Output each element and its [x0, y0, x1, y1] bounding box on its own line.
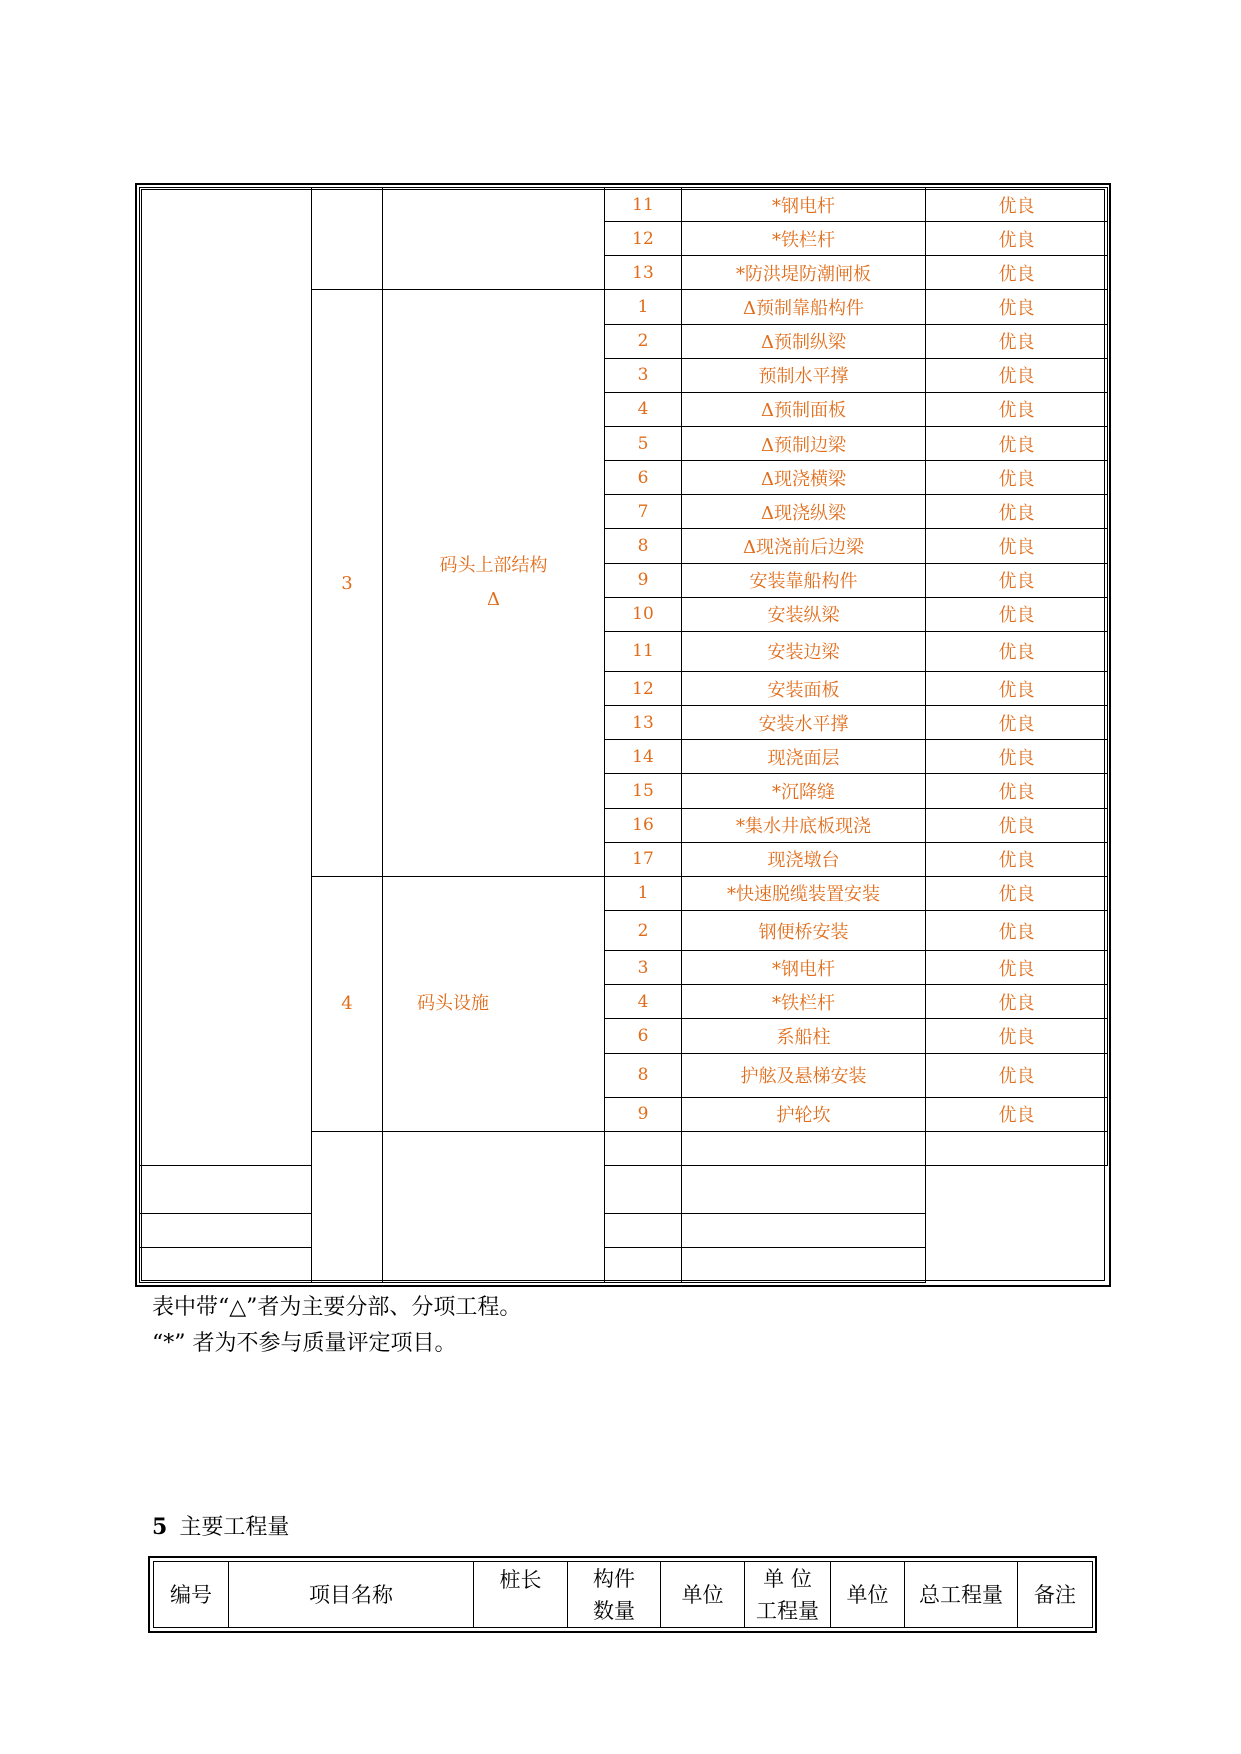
division-name-3 [383, 290, 605, 876]
item-grade: 优良 [926, 563, 1108, 597]
item-name: 护轮坎 [682, 1097, 926, 1131]
empty-cell [605, 1214, 682, 1248]
item-name: 现浇面层 [682, 740, 926, 774]
division-name-line: 码头上部结构 [439, 555, 548, 577]
header-id: 编号 [154, 1562, 229, 1628]
item-grade: 优良 [926, 188, 1108, 222]
item-name: 系船柱 [682, 1019, 926, 1053]
header-pile-length: 桩长 [474, 1562, 568, 1628]
empty-cell [682, 1214, 926, 1248]
item-number: 6 [605, 1019, 682, 1053]
item-name: *铁栏杆 [682, 985, 926, 1019]
item-name: *钢电杆 [682, 951, 926, 985]
empty-cell [682, 1131, 926, 1165]
item-grade: 优良 [926, 1053, 1108, 1097]
division-number-cell [312, 188, 383, 290]
empty-cell [926, 1131, 1108, 1165]
item-number: 13 [605, 256, 682, 290]
item-number: 2 [605, 324, 682, 358]
item-number: 10 [605, 597, 682, 631]
empty-cell [605, 1131, 682, 1165]
item-number: 11 [605, 188, 682, 222]
header-unit-2: 单位 [831, 1562, 905, 1628]
item-name: *铁栏杆 [682, 222, 926, 256]
division-number-4: 4 [312, 876, 383, 1131]
item-number: 12 [605, 222, 682, 256]
item-name: 安装水平撑 [682, 706, 926, 740]
header-line: 工程量 [756, 1598, 819, 1623]
division-name-4: 码头设施 [383, 876, 605, 1131]
division-name-cell [383, 188, 605, 290]
item-number: 15 [605, 774, 682, 808]
empty-row [140, 1248, 1108, 1283]
item-number: 1 [605, 876, 682, 910]
item-grade: 优良 [926, 631, 1108, 671]
empty-row [140, 1214, 1108, 1248]
item-name: 安装边梁 [682, 631, 926, 671]
item-number: 5 [605, 426, 682, 460]
item-grade: 优良 [926, 706, 1108, 740]
item-grade: 优良 [926, 597, 1108, 631]
item-number: 1 [605, 290, 682, 324]
item-grade: 优良 [926, 529, 1108, 563]
item-name: 安装纵梁 [682, 597, 926, 631]
item-name: Δ现浇前后边梁 [682, 529, 926, 563]
item-grade: 优良 [926, 951, 1108, 985]
note-excluded-items: “*” 者为不参与质量评定项目。 [152, 1331, 457, 1356]
empty-division-name [383, 1131, 605, 1282]
item-grade: 优良 [926, 1019, 1108, 1053]
empty-cell [140, 1166, 312, 1214]
item-number: 14 [605, 740, 682, 774]
item-grade: 优良 [926, 426, 1108, 460]
item-grade: 优良 [926, 495, 1108, 529]
item-grade: 优良 [926, 842, 1108, 876]
header-unit: 单位 [661, 1562, 745, 1628]
item-name: *快速脱缆装置安装 [682, 876, 926, 910]
header-unit-quantity [745, 1562, 831, 1628]
item-name: 安装面板 [682, 672, 926, 706]
empty-cell [140, 1248, 312, 1283]
section-title: 主要工程量 [179, 1515, 290, 1540]
item-name: *集水井底板现浇 [682, 808, 926, 842]
item-number: 6 [605, 461, 682, 495]
item-grade: 优良 [926, 876, 1108, 910]
quantity-table [153, 1561, 1093, 1628]
item-number: 4 [605, 392, 682, 426]
item-grade: 优良 [926, 1097, 1108, 1131]
item-number: 9 [605, 563, 682, 597]
item-number: 12 [605, 672, 682, 706]
item-name: 钢便桥安装 [682, 910, 926, 950]
header-item-name: 项目名称 [229, 1562, 474, 1628]
item-grade: 优良 [926, 461, 1108, 495]
item-grade: 优良 [926, 808, 1108, 842]
header-line: 单 位 [763, 1566, 812, 1591]
quality-evaluation-table [139, 187, 1108, 1283]
item-grade: 优良 [926, 774, 1108, 808]
item-name: 预制水平撑 [682, 358, 926, 392]
empty-cell [605, 1166, 682, 1214]
item-grade: 优良 [926, 740, 1108, 774]
unit-project-cell [140, 188, 312, 1166]
header-component-count [568, 1562, 661, 1628]
quantity-table-header [154, 1562, 1093, 1628]
item-number: 8 [605, 529, 682, 563]
item-grade: 优良 [926, 985, 1108, 1019]
division-number-3: 3 [312, 290, 383, 876]
item-name: Δ预制靠船构件 [682, 290, 926, 324]
item-name: Δ预制边梁 [682, 426, 926, 460]
empty-cell [682, 1166, 926, 1214]
item-number: 16 [605, 808, 682, 842]
empty-cell [605, 1248, 682, 1283]
item-grade: 优良 [926, 324, 1108, 358]
item-number: 13 [605, 706, 682, 740]
empty-cell [140, 1214, 312, 1248]
item-grade: 优良 [926, 222, 1108, 256]
item-name: *钢电杆 [682, 188, 926, 222]
section-heading [152, 1510, 289, 1541]
item-grade: 优良 [926, 290, 1108, 324]
item-number: 11 [605, 631, 682, 671]
item-grade: 优良 [926, 392, 1108, 426]
empty-cell [682, 1248, 926, 1283]
division-name-mark: Δ [487, 589, 500, 611]
header-line: 数量 [593, 1598, 635, 1623]
header-line: 构件 [593, 1566, 635, 1591]
table-row [140, 188, 1108, 222]
item-name: Δ预制面板 [682, 392, 926, 426]
item-number: 9 [605, 1097, 682, 1131]
item-number: 3 [605, 358, 682, 392]
item-number: 2 [605, 910, 682, 950]
item-name: *防洪堤防潮闸板 [682, 256, 926, 290]
item-number: 8 [605, 1053, 682, 1097]
item-grade: 优良 [926, 672, 1108, 706]
header-total-quantity: 总工程量 [905, 1562, 1018, 1628]
item-name: Δ现浇横梁 [682, 461, 926, 495]
item-name: *沉降缝 [682, 774, 926, 808]
item-number: 17 [605, 842, 682, 876]
header-remark: 备注 [1018, 1562, 1093, 1628]
item-name: Δ预制纵梁 [682, 324, 926, 358]
empty-division-number [312, 1131, 383, 1282]
item-grade: 优良 [926, 256, 1108, 290]
item-grade: 优良 [926, 910, 1108, 950]
note-main-items: 表中带“△”者为主要分部、分项工程。 [152, 1295, 522, 1320]
empty-row [140, 1166, 1108, 1214]
item-name: Δ现浇纵梁 [682, 495, 926, 529]
item-number: 7 [605, 495, 682, 529]
item-number: 3 [605, 951, 682, 985]
item-name: 护舷及悬梯安装 [682, 1053, 926, 1097]
section-number: 5 [152, 1514, 168, 1540]
item-name: 现浇墩台 [682, 842, 926, 876]
item-name: 安装靠船构件 [682, 563, 926, 597]
item-number: 4 [605, 985, 682, 1019]
item-grade: 优良 [926, 358, 1108, 392]
table-notes [152, 1290, 521, 1362]
